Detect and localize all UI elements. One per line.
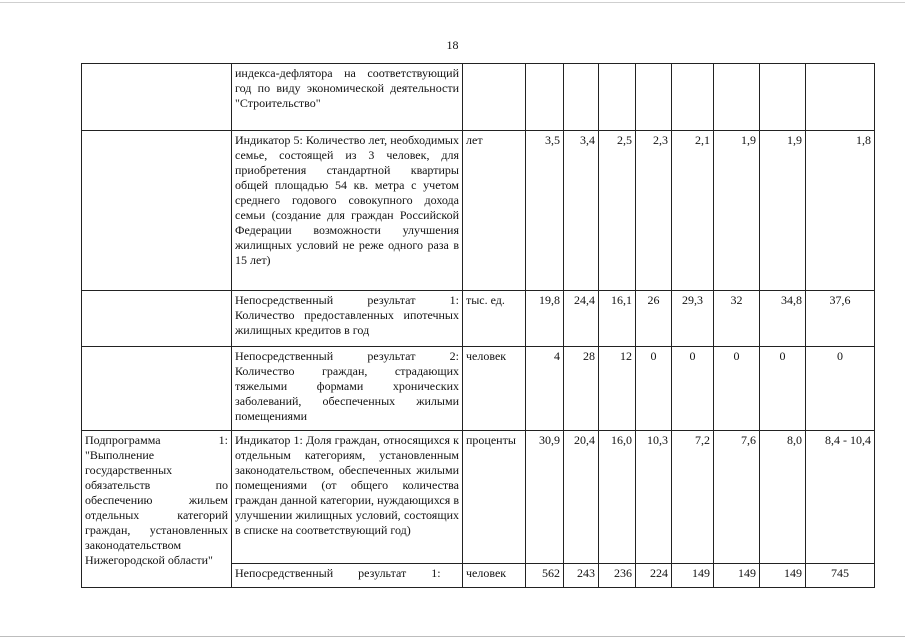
- value-cell: 3,4: [564, 131, 599, 291]
- table-row: [82, 431, 875, 564]
- value-cell: 2,3: [636, 131, 672, 291]
- value-cell: 3,5: [526, 131, 564, 291]
- value-cell: 236: [599, 564, 636, 588]
- unit-cell: проценты: [463, 431, 526, 564]
- indicator-description: Непосредственный результат 2: Количество граждан, страдающих тяжелыми формами хронических заболеваний, обеспеченных жилыми помещениями: [232, 347, 463, 431]
- unit-cell: тыс. ед.: [463, 291, 526, 347]
- value-cell: 8,4 - 10,4: [806, 431, 875, 564]
- value-cell: 0: [760, 347, 806, 431]
- value-cell: 149: [714, 564, 760, 588]
- value-cell: 32: [714, 291, 760, 347]
- value-cell: 37,6: [806, 291, 875, 347]
- value-cell: 8,0: [760, 431, 806, 564]
- page-number: 18: [446, 38, 459, 52]
- value-cell: 243: [564, 564, 599, 588]
- value-cell: 16,1: [599, 291, 636, 347]
- indicator-description: индекса-дефлятора на соответствующий год по виду экономической деятельности "Строительство": [232, 64, 463, 131]
- value-cell: 2,1: [672, 131, 714, 291]
- value-cell: 19,8: [526, 291, 564, 347]
- value-cell: 0: [636, 347, 672, 431]
- table-row: [82, 291, 875, 347]
- unit-cell: человек: [463, 347, 526, 431]
- value-cell: 20,4: [564, 431, 599, 564]
- indicator-description: Индикатор 5: Количество лет, необходимых семье, состоящей из 3 человек, для приобретения стандартной квартиры общей площадью 54 кв. метра с учетом среднего годового совокупного дохода семьи (создание для граждан Российской Федерации возможности улучшения жилищных условий не реже одного раза в 15 лет): [232, 131, 463, 291]
- indicator-description: Непосредственный результат 1: Количество предоставленных ипотечных жилищных кредитов в год: [232, 291, 463, 347]
- value-cell: 16,0: [599, 431, 636, 564]
- program-cell: [82, 131, 232, 291]
- unit-cell: человек: [463, 564, 526, 588]
- value-cell: [564, 64, 599, 131]
- table-row: [82, 64, 875, 131]
- value-cell: 24,4: [564, 291, 599, 347]
- value-cell: 7,6: [714, 431, 760, 564]
- program-cell: [82, 291, 232, 347]
- value-cell: 28: [564, 347, 599, 431]
- indicators-table: [81, 63, 875, 588]
- value-cell: 1,9: [714, 131, 760, 291]
- unit-cell: лет: [463, 131, 526, 291]
- value-cell: [760, 64, 806, 131]
- value-cell: [636, 64, 672, 131]
- indicator-description: Непосредственный результат 1:: [232, 564, 463, 588]
- value-cell: 26: [636, 291, 672, 347]
- scan-edge-bottom: [0, 636, 905, 637]
- value-cell: 34,8: [760, 291, 806, 347]
- subprogram-cell: Подпрограмма 1: "Выполнение государственных обязательств по обеспечению жильем отдельных категорий граждан, установленных законодательством Нижегородской области": [82, 431, 232, 588]
- program-cell: [82, 347, 232, 431]
- unit-cell: [463, 64, 526, 131]
- value-cell: 10,3: [636, 431, 672, 564]
- value-cell: 7,2: [672, 431, 714, 564]
- program-cell: [82, 64, 232, 131]
- value-cell: 1,8: [806, 131, 875, 291]
- table-row: [82, 347, 875, 431]
- value-cell: [672, 64, 714, 131]
- value-cell: 0: [806, 347, 875, 431]
- value-cell: 12: [599, 347, 636, 431]
- indicator-description: Индикатор 1: Доля граждан, относящихся к отдельным категориям, установленным законодательством, обеспеченных жилыми помещениями (от общего количества граждан данной категории, нуждающихся в улучшении жилищных условий, состоящих в списке на соответствующий год): [232, 431, 463, 564]
- value-cell: [806, 64, 875, 131]
- value-cell: 0: [672, 347, 714, 431]
- value-cell: 2,5: [599, 131, 636, 291]
- value-cell: 224: [636, 564, 672, 588]
- value-cell: [526, 64, 564, 131]
- value-cell: 149: [760, 564, 806, 588]
- value-cell: 0: [714, 347, 760, 431]
- table-row: [82, 131, 875, 291]
- value-cell: 149: [672, 564, 714, 588]
- value-cell: 1,9: [760, 131, 806, 291]
- value-cell: 30,9: [526, 431, 564, 564]
- value-cell: [599, 64, 636, 131]
- scan-edge-top: [0, 2, 905, 3]
- value-cell: 745: [806, 564, 875, 588]
- value-cell: 562: [526, 564, 564, 588]
- value-cell: [714, 64, 760, 131]
- value-cell: 29,3: [672, 291, 714, 347]
- value-cell: 4: [526, 347, 564, 431]
